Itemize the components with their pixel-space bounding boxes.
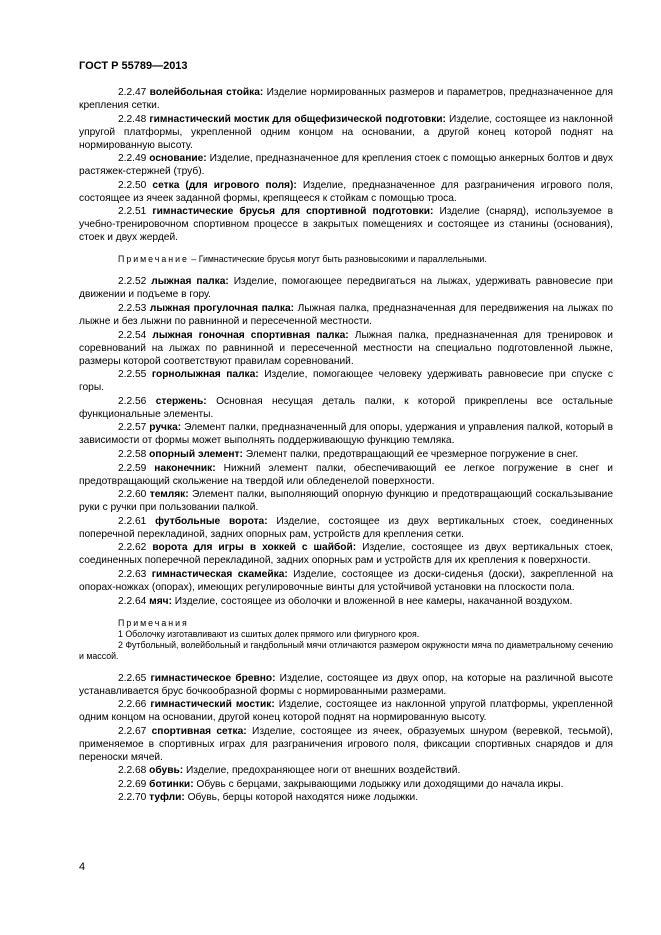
definition-text: Изделие (снаряд), используемое в учебно-тренировочном спортивном процессе в закрытых помещениях и состоящее из станины (основания), стоек и двух жердей. — [79, 206, 613, 244]
term: основание: — [149, 153, 207, 165]
term: гимнастический мостик: — [150, 699, 275, 711]
definition-text: Изделие, состоящее из доски-сиденья (доски), закрепленной на опорах-ножках (опорах), имеющих регулировочные винты для устойчивой установки на плоскости пола. — [79, 568, 613, 593]
term: лыжная прогулочная палка: — [149, 302, 295, 314]
definition-text: Изделие, предохраняющее ноги от внешних воздействий. — [183, 765, 461, 777]
definition-item — [79, 595, 613, 608]
definition-text: Изделие, состоящее из двух вертикальных стоек, соединенных поперечной перекладиной, задних опорных рам и устройств для их крепления к поверхности. — [79, 542, 613, 567]
term: гимнастическая скамейка: — [151, 568, 288, 580]
definition-item — [79, 725, 613, 764]
term: ворота для игры в хоккей с шайбой: — [152, 542, 357, 554]
definition-item — [79, 368, 613, 394]
clause-number: 2.2.50 — [118, 179, 147, 191]
clause-number: 2.2.56 — [118, 395, 147, 407]
clause-number: 2.2.70 — [118, 792, 147, 804]
definition-item — [79, 395, 613, 421]
term: сетка (для игрового поля): — [152, 179, 297, 191]
definition-text: Изделие, состоящее из ячеек, образуемых шнуром (веревкой, тесьмой), применяемое в спортивных играх для разграничения игрового поля, фиксации спортивных снарядов и для переноски мячей. — [79, 725, 613, 763]
clause-number: 2.2.65 — [118, 672, 147, 684]
term: темляк: — [149, 489, 189, 501]
definition-item — [79, 421, 613, 447]
term: ботинки: — [149, 778, 194, 790]
term: волейбольная стойка: — [149, 87, 264, 98]
clause-number: 2.2.67 — [118, 725, 147, 737]
definition-item — [79, 86, 613, 112]
term: гимнастическое бревно: — [150, 672, 276, 684]
definition-item — [79, 764, 613, 777]
definition-item — [79, 113, 613, 152]
term: гимнастический мостик для общефизической подготовки: — [149, 113, 446, 125]
definition-item — [79, 179, 613, 205]
page-number: 4 — [79, 861, 86, 873]
definition-item — [79, 205, 613, 244]
clause-number: 2.2.52 — [118, 276, 147, 288]
term: опорный элемент: — [149, 448, 243, 460]
definition-item — [79, 791, 613, 804]
clause-number: 2.2.61 — [118, 515, 147, 527]
clause-number: 2.2.53 — [118, 302, 147, 314]
clause-number: 2.2.64 — [118, 595, 147, 607]
clause-number: 2.2.66 — [118, 699, 147, 711]
document-header: ГОСТ Р 55789—2013 — [79, 60, 188, 72]
definition-text: Лыжная палка, предназначенная для тренировок и соревнований на лыжах по равнинной и пересеченной местности на специально подготовленной лыжне, размеры которой соответствуют правилам соревнований. — [79, 329, 613, 367]
term: стержень: — [155, 395, 207, 407]
definition-item — [79, 152, 613, 178]
definition-text: Основная несущая деталь палки, к которой прикреплены все остальные функциональные элементы. — [79, 395, 613, 420]
clause-number: 2.2.57 — [118, 422, 147, 434]
definition-text: Элемент палки, предотвращающий ее чрезмерное погружение в снег. — [242, 448, 579, 460]
definition-item — [79, 488, 613, 514]
definition-item — [79, 672, 613, 698]
definition-text: Изделие, состоящее из двух опор, на которые на различной высоте устанавливается брус бочкообразной формы с нормированными размерами. — [79, 672, 613, 697]
term: горнолыжная палка: — [151, 369, 259, 381]
term: футбольные ворота: — [155, 515, 268, 527]
clause-number: 2.2.68 — [118, 765, 147, 777]
clause-number: 2.2.47 — [118, 87, 147, 98]
note-item: 1 Оболочку изготавливают из сшитых долек прямого или фигурного кроя. — [118, 628, 420, 639]
term: лыжная палка: — [151, 276, 229, 288]
definition-text: Изделие, предназначенное для разграничения игрового поля, состоящее из ячеек заданной формы, крепящееся к стойкам с помощью троса. — [79, 179, 613, 204]
definitions-group-c — [79, 672, 613, 805]
clause-number: 2.2.51 — [118, 206, 147, 218]
definitions-group-b — [79, 275, 613, 607]
definition-text: Изделие, помогающее человеку удерживать равновесие при спуске с горы. — [79, 369, 613, 394]
definition-text: Обувь с берцами, закрывающими лодыжку или доходящими до начала икры. — [193, 778, 564, 790]
definition-text: Изделие, помогающее передвигаться на лыжах, удерживать равновесие при движении и подъеме в гору. — [79, 276, 613, 301]
clause-number: 2.2.54 — [118, 329, 147, 341]
clause-number: 2.2.63 — [118, 568, 147, 580]
clause-number: 2.2.59 — [118, 462, 147, 474]
definition-text: Обувь, берцы которой находятся ниже лодыжки. — [184, 792, 419, 804]
definition-item — [79, 329, 613, 368]
clause-number: 2.2.69 — [118, 778, 147, 790]
definition-text: Лыжная палка, предназначенная для передвижения на лыжах по лыжне и без лыжни по равнинной и пересеченной местности. — [79, 302, 613, 327]
definition-item — [79, 778, 613, 791]
note-block-1 — [79, 254, 613, 265]
clause-number: 2.2.58 — [118, 448, 147, 460]
definition-item — [79, 275, 613, 301]
clause-number: 2.2.55 — [118, 369, 147, 381]
definition-item — [79, 541, 613, 567]
definition-text: Элемент палки, предназначенный для опоры, удержания и управления палкой, который в зависимости от формы может выполнять поддерживающую функцию темляка. — [79, 422, 613, 447]
definition-item — [79, 448, 613, 461]
term: наконечник: — [154, 462, 216, 474]
term: гимнастические брусья для спортивной подготовки: — [152, 206, 434, 218]
note-block-2 — [79, 618, 613, 662]
term: обувь: — [149, 765, 184, 777]
definition-item — [79, 302, 613, 328]
definition-text: Нижний элемент палки, обеспечивающий ее легкое погружение в снег и предотвращающий скольжение на твердой или обледенелой поверхности. — [79, 462, 613, 487]
definition-text: Изделие, состоящее из наклонной упругой платформы, укрепленной одним концом на основании, другой конец которой поднят на нормированную высоту. — [79, 699, 613, 724]
definition-text: Изделие, состоящее из наклонной упругой платформы, укрепленной одним концом на основании, а другой конец которой поднят на нормированную высоту. — [79, 113, 613, 151]
definition-text: Изделие, состоящее из двух вертикальных стоек, соединенных поперечной перекладиной, задних опорных рам, устройств для крепления сетки. — [79, 515, 613, 540]
definition-text: Изделие, предназначенное для крепления стоек с помощью анкерных болтов и двух растяжек-стержней (труб). — [79, 153, 613, 178]
note-text: – Гимнастические брусья могут быть разновысокими и параллельными. — [188, 254, 487, 265]
definition-text: Изделие, состоящее из оболочки и вложенной в нее камеры, накачанной воздухом. — [171, 595, 573, 607]
definition-item — [79, 515, 613, 541]
clause-number: 2.2.60 — [118, 489, 147, 501]
note-paragraph — [79, 254, 613, 265]
clause-number: 2.2.48 — [118, 113, 147, 125]
term: туфли: — [149, 792, 185, 804]
definition-item — [79, 568, 613, 594]
clause-number: 2.2.49 — [118, 153, 147, 165]
definition-text: Элемент палки, выполняющий опорную функцию и предотвращающий соскальзывание руки с ручки при пользовании палкой. — [79, 489, 613, 514]
term: спортивная сетка: — [151, 725, 247, 737]
document-body — [79, 86, 613, 805]
notes-label — [79, 618, 613, 629]
note-item: 2 Футбольный, волейбольный и гандбольный мячи отличаются размером окружности мяча по диаметральному сечению и массой. — [79, 639, 614, 661]
notes-label-text: Примечания — [118, 617, 189, 628]
term: ручка: — [149, 422, 182, 434]
clause-number: 2.2.62 — [118, 542, 147, 554]
definitions-group-a — [79, 86, 613, 244]
definition-item — [79, 462, 613, 488]
definition-item — [79, 698, 613, 724]
note-label: Примечание — [118, 254, 189, 265]
term: мяч: — [149, 595, 172, 607]
term: лыжная гоночная спортивная палка: — [152, 329, 349, 341]
definition-text: Изделие нормированных размеров и параметров, предназначенное для крепления сетки. — [79, 87, 613, 111]
